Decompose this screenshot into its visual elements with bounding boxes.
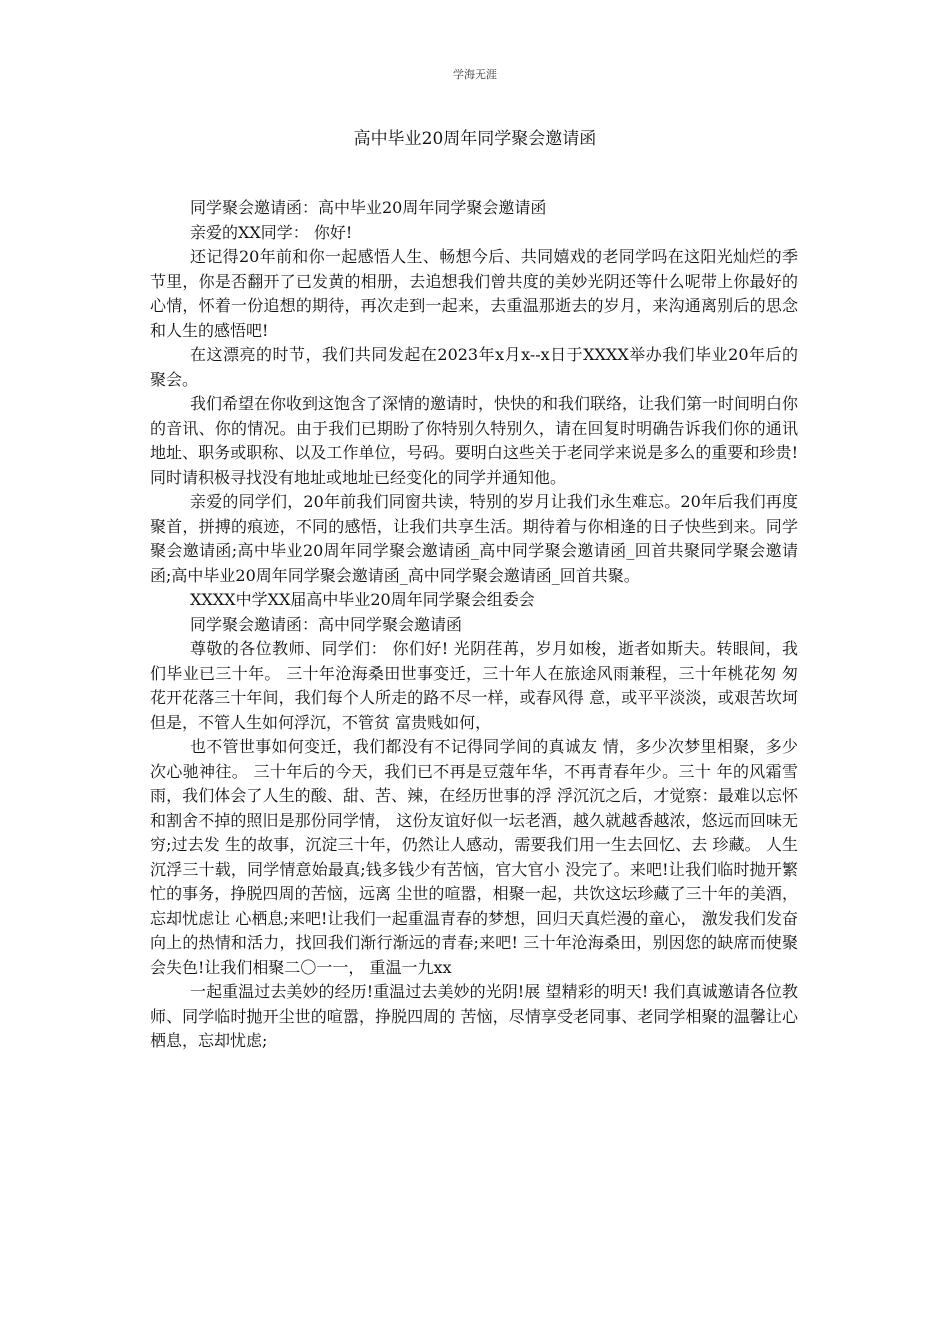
paragraph: 同学聚会邀请函：高中毕业20周年同学聚会邀请函 xyxy=(190,198,547,217)
paragraph: XXXX中学XX届高中毕业20周年同学聚会组委会 xyxy=(190,590,535,609)
paragraph: 一起重温过去美妙的经历!重温过去美妙的光阴!展 望精彩的明天! 我们真诚邀请各位教师、同学临时抛开尘世的喧嚣，挣脱四周的 苦恼，尽情享受老同事、老同学相聚的温馨让心栖息，忘却忧虑; xyxy=(150,982,798,1050)
paragraph: 还记得20年前和你一起感悟人生、畅想今后、共同嬉戏的老同学吗在这阳光灿烂的季节里，你是否翻开了已发黄的相册，去追想我们曾共度的美妙光阴还等什么呢带上你最好的心情，怀着一份追想的期待，再次走到一起来，去重温那逝去的岁月，来沟通离别后的思念和人生的感悟吧! xyxy=(150,247,798,340)
paragraph: 亲爱的XX同学： 你好! xyxy=(190,222,353,242)
paragraph: 也不管世事如何变迁，我们都没有不记得同学间的真诚友 情，多少次梦里相聚，多少次心驰神往。 三十年后的今天，我们已不再是豆蔻年华，不再青春年少。三十 年的风霜雪雨，我们体会了人生的酸、甜、苦、辣，在经历世事的浮 浮沉沉之后，才觉察：最难以忘怀和割舍不掉的照旧是那份同学情， 这份友谊好似一坛老酒，越久就越香越浓，悠远而回味无穷;过去发 生的故事，沉淀三十年，仍然让人感动，需要我们用一生去回忆、去 珍藏。 人生沉浮三十载，同学情意始最真;钱多钱少有苦恼，官大官小 没完了。来吧!让我们临时抛开繁忙的事务，挣脱四周的苦恼，远离 尘世的喧嚣，相聚一起，共饮这坛珍藏了三十年的美酒，忘却忧虑让 心栖息;来吧!让我们一起重温青春的梦想，回归天真烂漫的童心， 激发我们发奋向上的热情和活力，找回我们渐行渐远的青春;来吧! 三十年沧海桑田，别因您的缺席而使聚会失色!让我们相聚二〇一一， 重温一九xx xyxy=(150,737,798,977)
paragraph: 同学聚会邀请函：高中同学聚会邀请函 xyxy=(190,614,463,634)
paragraph: 亲爱的同学们，20年前我们同窗共读，特别的岁月让我们永生难忘。20年后我们再度聚首，拼搏的痕迹，不同的感悟，让我们共享生活。期待着与你相逢的日子快些到来。同学聚会邀请函;高中毕业20周年同学聚会邀请函_高中同学聚会邀请函_回首共聚同学聚会邀请函;高中毕业20周年同学聚会邀请函_高中同学聚会邀请函_回首共聚。 xyxy=(150,492,798,585)
paragraph: 我们希望在你收到这饱含了深情的邀请时，快快的和我们联络，让我们第一时间明白你的音讯、你的情况。由于我们已期盼了你特别久特别久，请在回复时明确告诉我们你的通讯地址、职务或职称、以及工作单位，号码。要明白这些关于老同学来说是多么的重要和珍贵!同时请积极寻找没有地址或地址已经变化的同学并通知他。 xyxy=(150,394,799,487)
page-header: 学海无涯 xyxy=(453,68,497,81)
paragraph: 在这漂亮的时节，我们共同发起在2023年x月x--x日于XXXX举办我们毕业20年后的聚会。 xyxy=(150,345,798,389)
paragraph: 尊敬的各位教师、同学们： 你们好! 光阴荏苒，岁月如梭，逝者如斯夫。转眼间，我们毕业已三十年。 三十年沧海桑田世事变迁，三十年人在旅途风雨兼程，三十年桃花匆 匆花开花落三十年间，我们每个人所走的路不尽一样，或春风得 意，或平平淡淡，或艰苦坎坷但是，不管人生如何浮沉，不管贫 富贵贱如何， xyxy=(150,639,798,732)
document-title: 高中毕业20周年同学聚会邀请函 xyxy=(353,129,597,149)
document-body xyxy=(150,196,798,1054)
